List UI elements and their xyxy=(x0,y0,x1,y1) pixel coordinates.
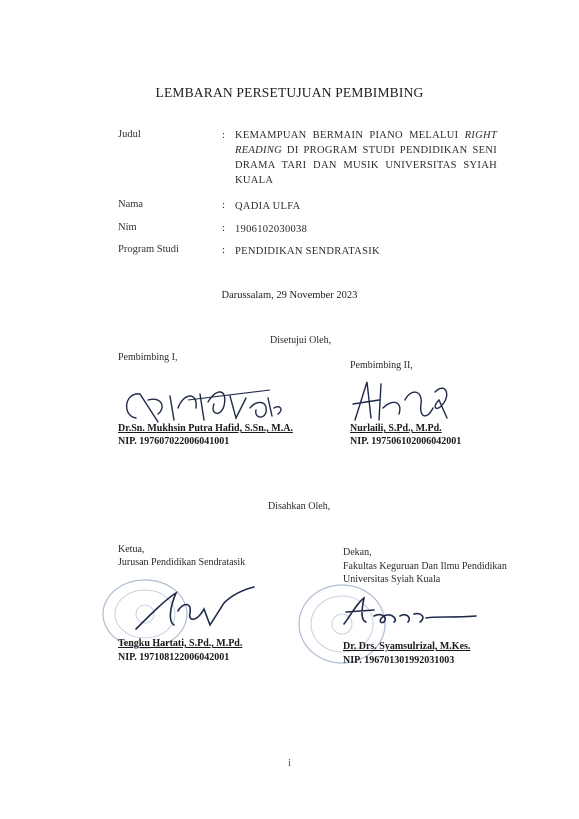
chair-name: Tengku Hartati, S.Pd., M.Pd. xyxy=(118,638,243,649)
dean-unit-line2: Universitas Syiah Kuala xyxy=(343,574,441,585)
supervisor1-name: Dr.Sn. Mukhsin Putra Hafid, S.Sn., M.A. xyxy=(118,423,293,434)
date-place: Darussalam, 29 November 2023 xyxy=(221,290,358,301)
supervisor1-role: Pembimbing I, xyxy=(118,352,178,363)
page-number: i xyxy=(288,758,291,769)
colon: : xyxy=(222,129,226,141)
dean-nip: NIP. 196701301992031003 xyxy=(343,655,455,666)
dean-unit-line1: Fakultas Keguruan Dan Ilmu Pendidikan xyxy=(343,561,507,572)
field-label-judul: Judul xyxy=(118,129,141,140)
field-label-nim: Nim xyxy=(118,222,137,233)
judul-line-2: READING DI PROGRAM STUDI PENDIDIKAN SENI xyxy=(235,145,497,156)
approved-by-label: Disetujui Oleh, xyxy=(270,335,332,346)
field-value-nama: QADIA ULFA xyxy=(235,201,301,212)
field-label-nama: Nama xyxy=(118,199,144,210)
judul-line-4: KUALA xyxy=(235,175,274,186)
judul-line-3: DRAMA TARI DAN MUSIK UNIVERSITAS SYIAH xyxy=(235,160,497,171)
field-value-nim: 1906102030038 xyxy=(235,224,308,235)
dean-name: Dr. Drs. Syamsulrizal, M.Kes. xyxy=(343,641,471,652)
dean-role: Dekan, xyxy=(343,547,372,558)
supervisor1-signature xyxy=(118,378,288,428)
field-value-program-studi: PENDIDIKAN SENDRATASIK xyxy=(235,246,380,257)
colon: : xyxy=(222,222,226,234)
chair-role: Ketua, xyxy=(118,544,145,555)
supervisor2-name: Nurlaili, S.Pd., M.Pd. xyxy=(350,423,442,434)
field-label-program-studi: Program Studi xyxy=(118,244,179,255)
dean-signature xyxy=(340,594,480,634)
page-title: LEMBARAN PERSETUJUAN PEMBIMBING xyxy=(155,85,424,100)
field-value-judul xyxy=(235,128,497,188)
judul-line-1: KEMAMPUAN BERMAIN PIANO MELALUI RIGHT xyxy=(235,130,497,141)
chair-signature xyxy=(130,585,260,635)
chair-unit: Jurusan Pendidikan Sendratasik xyxy=(118,557,246,568)
chair-nip: NIP. 197108122006042001 xyxy=(118,652,230,663)
ratified-by-label: Disahkan Oleh, xyxy=(268,501,331,512)
supervisor2-signature xyxy=(345,378,455,428)
supervisor2-role: Pembimbing II, xyxy=(350,360,413,371)
colon: : xyxy=(222,199,226,211)
supervisor2-nip: NIP. 197506102006042001 xyxy=(350,436,462,447)
colon: : xyxy=(222,244,226,256)
supervisor1-nip: NIP. 197607022006041001 xyxy=(118,436,230,447)
